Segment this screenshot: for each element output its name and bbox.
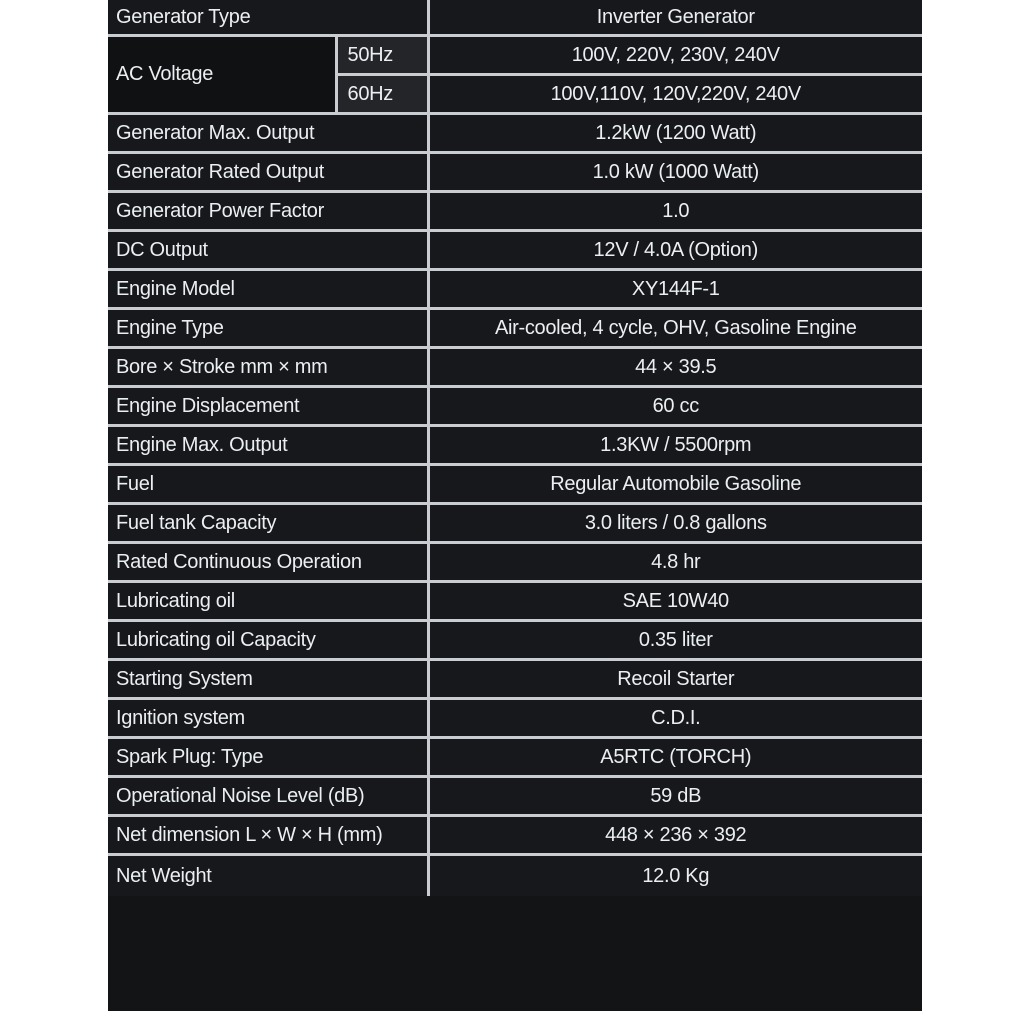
- spec-label: Generator Type: [108, 0, 428, 36]
- table-row: [108, 114, 922, 153]
- spec-label: Engine Type: [108, 309, 428, 348]
- table-row: [108, 426, 922, 465]
- spec-label: Bore × Stroke mm × mm: [108, 348, 428, 387]
- table-row: [108, 582, 922, 621]
- spec-value: 1.0: [428, 192, 922, 231]
- spec-value: 12V / 4.0A (Option): [428, 231, 922, 270]
- spec-label: Fuel: [108, 465, 428, 504]
- table-row: [108, 153, 922, 192]
- spec-value: SAE 10W40: [428, 582, 922, 621]
- spec-value: 1.0 kW (1000 Watt): [428, 153, 922, 192]
- spec-label: Engine Model: [108, 270, 428, 309]
- spec-value: A5RTC (TORCH): [428, 738, 922, 777]
- spec-label: Rated Continuous Operation: [108, 543, 428, 582]
- table-row: [108, 192, 922, 231]
- spec-value: C.D.I.: [428, 699, 922, 738]
- table-row: [108, 738, 922, 777]
- spec-label: Fuel tank Capacity: [108, 504, 428, 543]
- spec-label: Lubricating oil: [108, 582, 428, 621]
- spec-label: AC Voltage: [108, 36, 336, 114]
- table-row: [108, 309, 922, 348]
- spec-value: 44 × 39.5: [428, 348, 922, 387]
- spec-value: 59 dB: [428, 777, 922, 816]
- table-row: [108, 699, 922, 738]
- frequency-label: 60Hz: [336, 75, 428, 114]
- table-row: [108, 504, 922, 543]
- spec-label: Lubricating oil Capacity: [108, 621, 428, 660]
- spec-value: 4.8 hr: [428, 543, 922, 582]
- spec-label: Net Weight: [108, 855, 428, 897]
- spec-label: Generator Power Factor: [108, 192, 428, 231]
- spec-value: 12.0 Kg: [428, 855, 922, 897]
- spec-label: DC Output: [108, 231, 428, 270]
- frequency-label: 50Hz: [336, 36, 428, 75]
- spec-label: Engine Displacement: [108, 387, 428, 426]
- table-row: [108, 36, 922, 75]
- spec-label: Operational Noise Level (dB): [108, 777, 428, 816]
- spec-label: Engine Max. Output: [108, 426, 428, 465]
- table-row: [108, 348, 922, 387]
- spec-value: Inverter Generator: [428, 0, 922, 36]
- table-row: [108, 465, 922, 504]
- spec-value: 0.35 liter: [428, 621, 922, 660]
- table-row: [108, 231, 922, 270]
- spec-value: 3.0 liters / 0.8 gallons: [428, 504, 922, 543]
- table-row: [108, 855, 922, 897]
- spec-table: [108, 0, 922, 896]
- spec-label: Generator Rated Output: [108, 153, 428, 192]
- table-row: [108, 543, 922, 582]
- spec-value: 100V, 220V, 230V, 240V: [428, 36, 922, 75]
- spec-value: Regular Automobile Gasoline: [428, 465, 922, 504]
- table-row: [108, 0, 922, 36]
- spec-value: XY144F-1: [428, 270, 922, 309]
- spec-label: Starting System: [108, 660, 428, 699]
- spec-label: Generator Max. Output: [108, 114, 428, 153]
- spec-label: Ignition system: [108, 699, 428, 738]
- table-row: [108, 387, 922, 426]
- spec-value: 100V,110V, 120V,220V, 240V: [428, 75, 922, 114]
- table-row: [108, 816, 922, 855]
- table-row: [108, 660, 922, 699]
- table-row: [108, 621, 922, 660]
- spec-value: 448 × 236 × 392: [428, 816, 922, 855]
- table-row: [108, 777, 922, 816]
- spec-label: Spark Plug: Type: [108, 738, 428, 777]
- spec-value: 1.3KW / 5500rpm: [428, 426, 922, 465]
- spec-value: 60 cc: [428, 387, 922, 426]
- spec-sheet: [108, 0, 922, 1011]
- spec-value: Air-cooled, 4 cycle, OHV, Gasoline Engine: [428, 309, 922, 348]
- table-row: [108, 270, 922, 309]
- spec-value: Recoil Starter: [428, 660, 922, 699]
- spec-value: 1.2kW (1200 Watt): [428, 114, 922, 153]
- spec-label: Net dimension L × W × H (mm): [108, 816, 428, 855]
